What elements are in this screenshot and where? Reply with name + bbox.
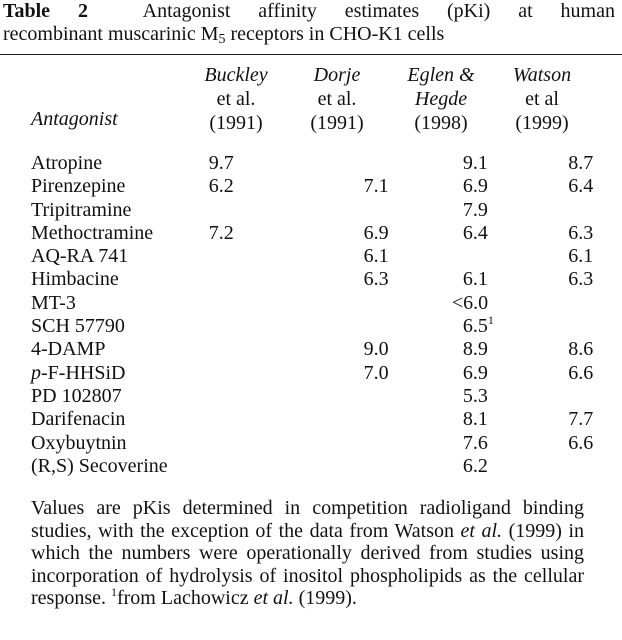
- column-header-buckley: [195, 63, 277, 135]
- cell-watson: [562, 338, 622, 361]
- antagonist-name-text: Darifenacin: [31, 408, 126, 431]
- cell-buckley: [191, 362, 358, 385]
- cell-dorje: [358, 268, 457, 291]
- cell-eglen-hegde: [457, 455, 562, 478]
- column-header-dorje: [298, 63, 376, 135]
- antagonist-name-text: 4-DAMP: [31, 338, 106, 361]
- cell-value: 6.2: [462, 454, 488, 477]
- antagonist-name: [31, 338, 191, 361]
- cell-eglen-hegde: [457, 152, 562, 175]
- cell-watson: [562, 222, 622, 245]
- cell-watson: [562, 245, 622, 268]
- col-year: (1991): [209, 112, 263, 134]
- footnote-sup: 1: [110, 585, 117, 599]
- cell-value: 9.0: [363, 338, 389, 361]
- cell-value: 6.3: [568, 268, 594, 291]
- cell-eglen-hegde: [457, 199, 562, 222]
- cell-buckley: [191, 455, 358, 478]
- antagonist-name: [31, 455, 191, 478]
- cell-eglen-hegde: [457, 175, 562, 198]
- col-etal: Hegde: [414, 88, 468, 110]
- col-author: Buckley: [204, 64, 268, 86]
- table-row: [31, 408, 622, 431]
- caption-line-1: [3, 0, 615, 23]
- cell-eglen-hegde: [457, 245, 562, 268]
- table-row: [31, 362, 622, 385]
- cell-buckley: [191, 292, 358, 315]
- cell-watson: [562, 408, 622, 431]
- cell-eglen-hegde: [457, 222, 562, 245]
- antagonist-header: Antagonist: [31, 108, 118, 130]
- cell-buckley: [191, 199, 358, 222]
- antagonist-name-text: Himbacine: [31, 268, 119, 291]
- cell-superscript: 1: [487, 313, 494, 328]
- cell-value: 6.4: [462, 221, 488, 244]
- cell-value: 6.1: [363, 245, 389, 268]
- cell-dorje: [358, 455, 457, 478]
- antagonist-name: [31, 362, 191, 385]
- cell-buckley: [191, 268, 358, 291]
- footnote-part4: (1999).: [298, 587, 357, 609]
- cell-value: 7.7: [568, 408, 594, 431]
- footnote-part3: from Lachowicz: [116, 587, 249, 609]
- cell-value: 5.3: [462, 384, 488, 407]
- col-etal: et al.: [216, 88, 256, 110]
- antagonist-name-text: Pirenzepine: [31, 175, 126, 198]
- table-label: Table 2: [3, 0, 88, 22]
- table-row: [31, 245, 622, 268]
- col-author: Eglen &: [407, 64, 475, 86]
- cell-eglen-hegde: [457, 268, 562, 291]
- footnote-part2: (1999) in which the numbers were operationally derived from studies using incorporation of hydrolysis of inositol phospholipids as the cellular response.: [31, 519, 585, 609]
- cell-watson: [562, 315, 622, 338]
- antagonist-name-text: PD 102807: [31, 384, 122, 407]
- table-row: [31, 455, 622, 478]
- cell-value: 6.3: [568, 221, 594, 244]
- cell-value: 9.1: [462, 152, 488, 174]
- caption-line-2: [3, 23, 615, 51]
- cell-value: <6.0: [451, 291, 489, 314]
- antagonist-name-text: MT-3: [31, 291, 76, 314]
- cell-value: 8.1: [462, 408, 488, 431]
- antagonist-name-text: Oxybuytnin: [31, 431, 127, 454]
- cell-eglen-hegde: [457, 432, 562, 455]
- cell-watson: [562, 152, 622, 175]
- caption-text-2b: receptors in CHO-K1 cells: [230, 23, 445, 45]
- cell-buckley: [191, 152, 358, 175]
- caption-subscript: 5: [218, 32, 226, 47]
- cell-dorje: [358, 222, 457, 245]
- antagonist-name: [31, 199, 191, 222]
- cell-watson: [562, 292, 622, 315]
- cell-eglen-hegde: [457, 338, 562, 361]
- cell-dorje: [358, 175, 457, 198]
- cell-buckley: [191, 175, 358, 198]
- cell-buckley: [191, 432, 358, 455]
- antagonist-name-text: (R,S) Secoverine: [31, 454, 168, 477]
- antagonist-name: [31, 432, 191, 455]
- cell-watson: [562, 455, 622, 478]
- table-row: [31, 432, 622, 455]
- col-author: Watson: [512, 64, 572, 86]
- cell-value: 6.4: [568, 175, 594, 198]
- cell-value: 8.7: [568, 152, 594, 174]
- table-footnote: [31, 497, 584, 610]
- cell-eglen-hegde: [457, 315, 562, 338]
- col-etal: et al: [525, 88, 559, 110]
- antagonist-name: [31, 385, 191, 408]
- antagonist-name-text: Tripitramine: [31, 198, 132, 221]
- cell-value: 6.6: [568, 361, 594, 384]
- cell-dorje: [358, 408, 457, 431]
- cell-watson: [562, 362, 622, 385]
- antagonist-name-text: Methoctramine: [31, 221, 154, 244]
- cell-buckley: [191, 222, 358, 245]
- col-year: (1999): [515, 112, 569, 134]
- cell-dorje: [358, 385, 457, 408]
- cell-value: 9.7: [208, 152, 234, 174]
- cell-value: 7.6: [462, 431, 488, 454]
- antagonist-name: [31, 152, 191, 175]
- footnote-part1: Values are pKis determined in competition radioligand binding studies, with the exception of the data from Watson: [31, 497, 584, 542]
- table-row: [31, 292, 622, 315]
- cell-value: 6.5: [462, 315, 488, 338]
- cell-buckley: [191, 338, 358, 361]
- antagonist-name: [31, 222, 191, 245]
- cell-buckley: [191, 385, 358, 408]
- cell-value: 6.9: [462, 361, 488, 384]
- antagonist-name: [31, 292, 191, 315]
- cell-value: 7.9: [462, 198, 488, 221]
- cell-buckley: [191, 315, 358, 338]
- cell-value: 8.6: [568, 338, 594, 361]
- cell-buckley: [191, 245, 358, 268]
- antagonist-name-prefix: p: [31, 361, 41, 384]
- footnote-etal2: et al.: [253, 587, 294, 609]
- antagonist-name-text: AQ-RA 741: [31, 245, 129, 268]
- cell-dorje: [358, 292, 457, 315]
- cell-dorje: [358, 152, 457, 175]
- cell-value: 7.2: [208, 221, 234, 244]
- cell-value: 6.9: [363, 221, 389, 244]
- cell-dorje: [358, 432, 457, 455]
- table-row: [31, 175, 622, 198]
- cell-eglen-hegde: [457, 362, 562, 385]
- antagonist-name-text: SCH 57790: [31, 315, 125, 338]
- top-rule: [0, 54, 622, 55]
- table-row: [31, 268, 622, 291]
- antagonist-name: [31, 245, 191, 268]
- cell-watson: [562, 385, 622, 408]
- affinity-table: [31, 152, 622, 478]
- cell-dorje: [358, 362, 457, 385]
- cell-dorje: [358, 315, 457, 338]
- antagonist-name: [31, 268, 191, 291]
- cell-value: 6.2: [208, 175, 234, 198]
- cell-eglen-hegde: [457, 408, 562, 431]
- caption-text-2a: recombinant muscarinic M: [3, 23, 219, 45]
- cell-value: 6.3: [363, 268, 389, 291]
- cell-value: 6.9: [462, 175, 488, 198]
- cell-value: 7.1: [363, 175, 389, 198]
- antagonist-name: [31, 408, 191, 431]
- cell-value: 6.1: [568, 245, 594, 268]
- col-author: Dorje: [313, 64, 361, 86]
- table-row: [31, 199, 622, 222]
- table-row: [31, 385, 622, 408]
- antagonist-name-text: -F-HHSiD: [41, 361, 126, 384]
- cell-watson: [562, 432, 622, 455]
- cell-dorje: [358, 338, 457, 361]
- cell-dorje: [358, 245, 457, 268]
- cell-value: 6.6: [568, 431, 594, 454]
- cell-value: 8.9: [462, 338, 488, 361]
- col-etal: et al.: [317, 88, 357, 110]
- cell-buckley: [191, 408, 358, 431]
- cell-value: 6.1: [462, 268, 488, 291]
- table-row: [31, 152, 622, 175]
- antagonist-name: [31, 175, 191, 198]
- cell-value: 7.0: [363, 361, 389, 384]
- antagonist-name-text: Atropine: [31, 152, 103, 174]
- footnote-etal1: et al.: [460, 519, 503, 542]
- col-year: (1998): [414, 112, 468, 134]
- table-row: [31, 315, 622, 338]
- table-caption: [3, 0, 615, 51]
- antagonist-name: [31, 315, 191, 338]
- cell-watson: [562, 175, 622, 198]
- column-header-watson: [503, 63, 581, 135]
- column-header-eglen-hegde: [396, 63, 486, 135]
- table-row: [31, 338, 622, 361]
- cell-eglen-hegde: [457, 385, 562, 408]
- col-year: (1991): [310, 112, 364, 134]
- cell-eglen-hegde: [451, 291, 562, 315]
- cell-watson: [562, 199, 622, 222]
- cell-watson: [562, 268, 622, 291]
- caption-text-1: Antagonist affinity estimates (pKi) at human: [142, 0, 615, 22]
- cell-dorje: [358, 199, 457, 222]
- table-row: [31, 222, 622, 245]
